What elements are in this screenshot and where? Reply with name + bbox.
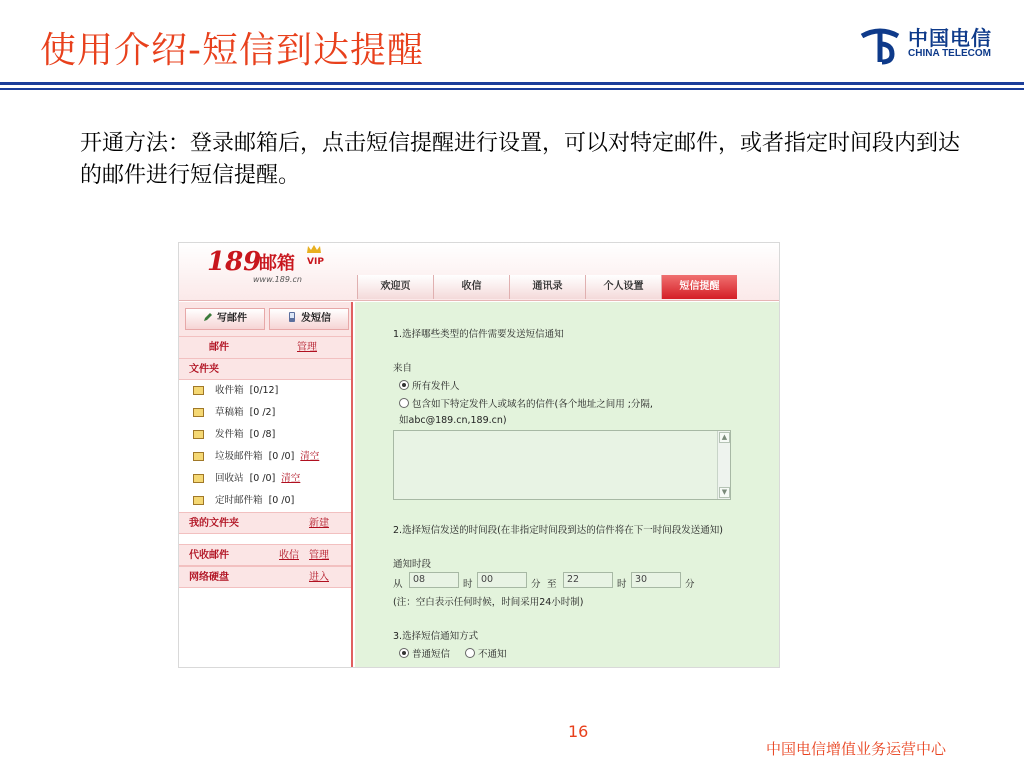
tab-welcome[interactable]: 欢迎页 xyxy=(357,275,433,299)
minute-unit: 分 xyxy=(531,579,541,590)
folder-count: [0 /0] xyxy=(268,451,295,462)
folder-count: [0 /0] xyxy=(268,495,295,506)
folder-item[interactable] xyxy=(179,490,351,512)
brand-logo xyxy=(207,247,324,284)
sidebar xyxy=(179,302,353,668)
brand-word: 邮箱 xyxy=(259,253,295,274)
empty-recycle-link[interactable]: 清空 xyxy=(281,473,301,484)
from-word: 从 xyxy=(393,579,403,590)
sender-list-textarea[interactable] xyxy=(393,430,731,500)
option-specific-senders[interactable] xyxy=(399,396,653,410)
mail-manage-link[interactable]: 管理 xyxy=(297,342,317,353)
folder-name: 草稿箱 xyxy=(215,407,244,418)
radio-all-senders[interactable] xyxy=(399,380,409,390)
header-rule-thick xyxy=(0,82,1024,85)
mail-app-screenshot xyxy=(178,242,780,668)
start-hour-input[interactable]: 08 xyxy=(409,572,459,588)
agent-mail-label: 代收邮件 xyxy=(189,550,229,561)
sidebar-actions xyxy=(179,302,351,336)
recycle-icon xyxy=(193,474,204,483)
drafts-icon xyxy=(193,408,204,417)
telecom-logo-icon xyxy=(858,22,902,66)
app-header xyxy=(179,243,779,301)
sent-icon xyxy=(193,430,204,439)
folders-title xyxy=(179,358,351,380)
folders-title-label: 文件夹 xyxy=(189,364,219,375)
china-telecom-logo xyxy=(858,20,1008,68)
radio-specific-senders[interactable] xyxy=(399,398,409,408)
option-all-senders[interactable] xyxy=(399,378,460,392)
step3-heading: 3.选择短信通知方式 xyxy=(393,631,479,642)
folder-item[interactable] xyxy=(179,380,351,402)
folder-name: 回收站 xyxy=(215,473,244,484)
mail-row xyxy=(179,336,351,358)
from-label: 来自 xyxy=(393,363,413,374)
logo-english-text: CHINA TELECOM xyxy=(908,48,991,59)
hour-unit: 时 xyxy=(463,579,473,590)
tab-inbox[interactable]: 收信 xyxy=(433,275,509,299)
radio-no-notify[interactable] xyxy=(465,648,475,658)
option-all-senders-label: 所有发件人 xyxy=(412,381,460,392)
brand-number: 189 xyxy=(207,247,262,277)
option-specific-senders-label: 包含如下特定发件人或域名的信件(各个地址之间用 ;分隔, xyxy=(412,399,653,410)
hour-unit: 时 xyxy=(617,579,627,590)
phone-icon xyxy=(287,312,297,322)
option-no-notify[interactable] xyxy=(465,646,507,660)
agent-receive-link[interactable]: 收信 xyxy=(279,550,299,561)
tab-contacts[interactable]: 通讯录 xyxy=(509,275,585,299)
mail-label[interactable]: 邮件 xyxy=(209,342,229,353)
agent-manage-link[interactable]: 管理 xyxy=(309,550,329,561)
folder-item[interactable] xyxy=(179,402,351,424)
specific-example: 如abc@189.cn,189.cn) xyxy=(399,415,507,426)
empty-junk-link[interactable]: 清空 xyxy=(300,451,320,462)
body-text: 开通方法：登录邮箱后，点击短信提醒进行设置，可以对特定邮件，或者指定时间段内到达的邮件进行短信提醒。 xyxy=(80,131,961,188)
main-tabs xyxy=(357,275,737,299)
brand-url: www.189.cn xyxy=(253,275,302,284)
send-sms-label: 发短信 xyxy=(301,313,331,324)
time-note: (注：空白表示任何时候，时间采用24小时制) xyxy=(393,597,584,608)
page-number: 16 xyxy=(568,722,589,741)
scroll-down-icon[interactable]: ▼ xyxy=(719,487,730,498)
option-no-notify-label: 不通知 xyxy=(478,649,507,660)
period-label: 通知时段 xyxy=(393,559,432,570)
write-mail-label: 写邮件 xyxy=(217,313,247,324)
tab-sms-reminder[interactable]: 短信提醒 xyxy=(661,275,737,299)
write-mail-button[interactable] xyxy=(185,308,265,330)
brand-vip: VIP xyxy=(307,257,324,267)
my-folders-row xyxy=(179,512,351,534)
end-hour-input[interactable]: 22 xyxy=(563,572,613,588)
crown-icon xyxy=(307,245,321,253)
option-normal-sms-label: 普通短信 xyxy=(412,649,451,660)
folder-name: 收件箱 xyxy=(215,385,244,396)
end-minute-input[interactable]: 30 xyxy=(631,572,681,588)
folder-item[interactable] xyxy=(179,424,351,446)
scroll-up-icon[interactable]: ▲ xyxy=(719,432,730,443)
folder-count: [0 /0] xyxy=(249,473,276,484)
folder-count: [0 /8] xyxy=(249,429,276,440)
step1-heading: 1.选择哪些类型的信件需要发送短信通知 xyxy=(393,329,564,340)
folder-count: [0 /2] xyxy=(249,407,276,418)
agent-mail-row xyxy=(179,544,351,566)
tab-settings[interactable]: 个人设置 xyxy=(585,275,661,299)
junk-icon xyxy=(193,452,204,461)
netdisk-label: 网络硬盘 xyxy=(189,572,229,583)
folder-count: [0/12] xyxy=(249,385,279,396)
folder-item[interactable] xyxy=(179,446,351,468)
option-normal-sms[interactable] xyxy=(399,646,450,660)
netdisk-row xyxy=(179,566,351,588)
logo-chinese-text: 中国电信 xyxy=(908,26,992,50)
netdisk-enter-link[interactable]: 进入 xyxy=(309,572,329,583)
my-folders-label: 我的文件夹 xyxy=(189,518,239,529)
folder-name: 发件箱 xyxy=(215,429,244,440)
scheduled-icon xyxy=(193,496,204,505)
step2-heading: 2.选择短信发送的时间段(在非指定时间段到达的信件将在下一时间段发送通知) xyxy=(393,525,723,536)
header-rule-thin xyxy=(0,88,1024,90)
folder-name: 定时邮件箱 xyxy=(215,495,263,506)
minute-unit: 分 xyxy=(685,579,695,590)
to-word: 至 xyxy=(547,579,557,590)
folder-item[interactable] xyxy=(179,468,351,490)
slide-title: 使用介绍-短信到达提醒 xyxy=(40,30,424,71)
folder-name: 垃圾邮件箱 xyxy=(215,451,263,462)
start-minute-input[interactable]: 00 xyxy=(477,572,527,588)
inbox-icon xyxy=(193,386,204,395)
send-sms-button[interactable] xyxy=(269,308,349,330)
radio-normal-sms[interactable] xyxy=(399,648,409,658)
footer-text: 中国电信增值业务运营中心 xyxy=(766,740,947,758)
new-folder-link[interactable]: 新建 xyxy=(309,518,329,529)
pencil-icon xyxy=(203,312,213,322)
sms-settings-panel xyxy=(355,302,779,668)
textarea-scrollbar[interactable] xyxy=(717,431,730,499)
